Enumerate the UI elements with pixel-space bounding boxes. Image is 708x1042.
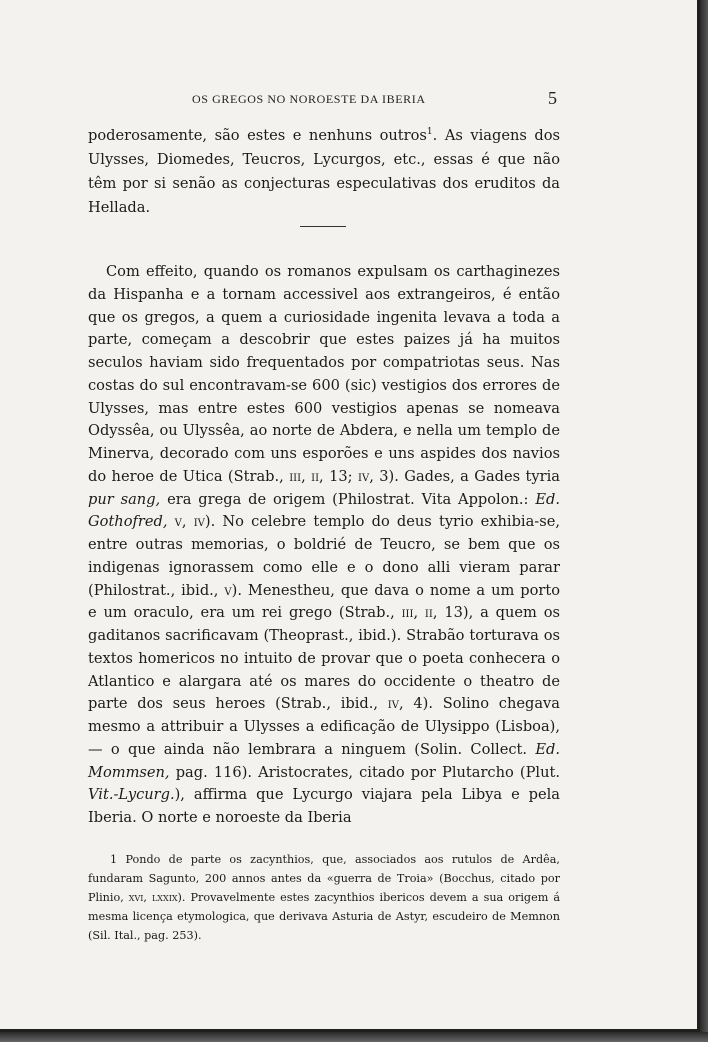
paragraph-2-seg: ). No celebre templo do deus tyrio exhibia-se, entre outras memorias, o boldrié de Teucro, se bem que os indigenas ignorassem como elle e o dono alli vieram parar (Philostrat., ibid., (88, 513, 560, 599)
paragraph-1 (88, 124, 560, 220)
section-divider (300, 226, 346, 227)
footnote-seg: Pondo de parte os zacynthios, que, associados aos rutulos de Ardêa, fundaram Sagunto, 200 annos antes da «guerra de Troia» (Bocchus, citado por Plinio, (88, 853, 560, 904)
paragraph-2-seg: , 4). Solino chegava mesmo a attribuir a Ulysses a edificação de Ulysippo (Lisboa),— o que ainda não lembrara a ninguem (Solin. Collect. (88, 695, 560, 758)
paragraph-2-seg: , 13; (319, 467, 359, 485)
citation-small-caps: xvi, lxxix (128, 891, 178, 904)
paragraph-2-seg: ), affirma que Lycurgo viajara pela Libya e pela Iberia. O norte e noroeste da Iberia (88, 786, 560, 826)
italic-phrase: Ed. Gothofred, (88, 490, 560, 531)
paragraph-2-seg: ). Menestheu, que dava o nome a um porto e um oraculo, era um rei grego (Strab., (88, 581, 561, 622)
paragraph-1-text: poderosamente, são estes e nenhuns outros (88, 127, 427, 144)
paragraph-2-seg: era grega de origem (Philostrat. Vita Appolon.: (160, 490, 536, 508)
running-header: OS GREGOS NO NOROESTE DA IBERIA (192, 92, 426, 106)
paragraph-2-seg: , 13), a quem os gaditanos sacrificavam (Theoprast., ibid.). Strabão torturava os textos homericos no intuito de provar que o poeta conhecera o Atlantico e alargara até os mares do occidente o theatro de parte dos seus heroes (Strab., ibid., (88, 604, 560, 713)
italic-phrase: Vit.-Lycurg. (88, 786, 175, 804)
citation-small-caps: v (224, 581, 232, 599)
footnote-marker: 1 (110, 853, 118, 866)
paragraph-2-seg (168, 513, 175, 530)
paragraph-2 (88, 261, 560, 830)
citation-small-caps: iv (387, 695, 399, 713)
citation-small-caps: iii, ii (289, 467, 320, 485)
footnote (88, 850, 560, 945)
footnote-reference[interactable]: 1 (426, 127, 433, 138)
paragraph-2-seg: pag. 116). Aristocrates, citado por Plutarcho (Plut. (169, 763, 560, 781)
scan-edge-right (700, 0, 708, 1042)
citation-small-caps: v, iv (174, 513, 205, 531)
citation-small-caps: iv (358, 467, 370, 485)
paragraph-2-seg: Com effeito, quando os romanos expulsam os carthaginezes da Hispanha e a tornam accessivel aos extrangeiros, é então que os gregos, a quem a curiosidade ingenita levava a toda a parte, começam a descobrir que estes paizes já ha muitos seculos haviam sido frequentados por compatriotas seus. Nas costas do sul encontravam-se 600 (sic) vestigios dos errores de Ulysses, mas entre estes 600 vestigios apenas se nomeava Odyssêa, ou Ulyssêa, ao norte de Abdera, e nella um templo de Minerva, decorado com uns esporões e uns aspides dos navios do heroe de Utica (Strab., (88, 263, 560, 485)
citation-small-caps: iii, ii (401, 604, 433, 622)
footnote-seg: ). Provavelmente estes zacynthios ibericos devem a sua origem á mesma licença etymologica, que derivava Asturia de Astyr, escudeiro de Memnon (Sil. Ital., pag. 253). (88, 891, 560, 942)
italic-phrase: pur sang, (88, 490, 161, 508)
paragraph-1-text-cont: . As viagens dos Ulysses, Diomedes, Teucros, Lycurgos, etc., essas é que não têm por si senão as conjecturas especulativas dos eruditos da Hellada. (88, 127, 561, 216)
scan-edge-bottom (0, 1032, 708, 1042)
page-number: 5 (548, 88, 557, 108)
paragraph-2-seg: , 3). Gades, a Gades tyria (369, 467, 561, 485)
italic-phrase: Ed. Mommsen, (88, 740, 560, 781)
